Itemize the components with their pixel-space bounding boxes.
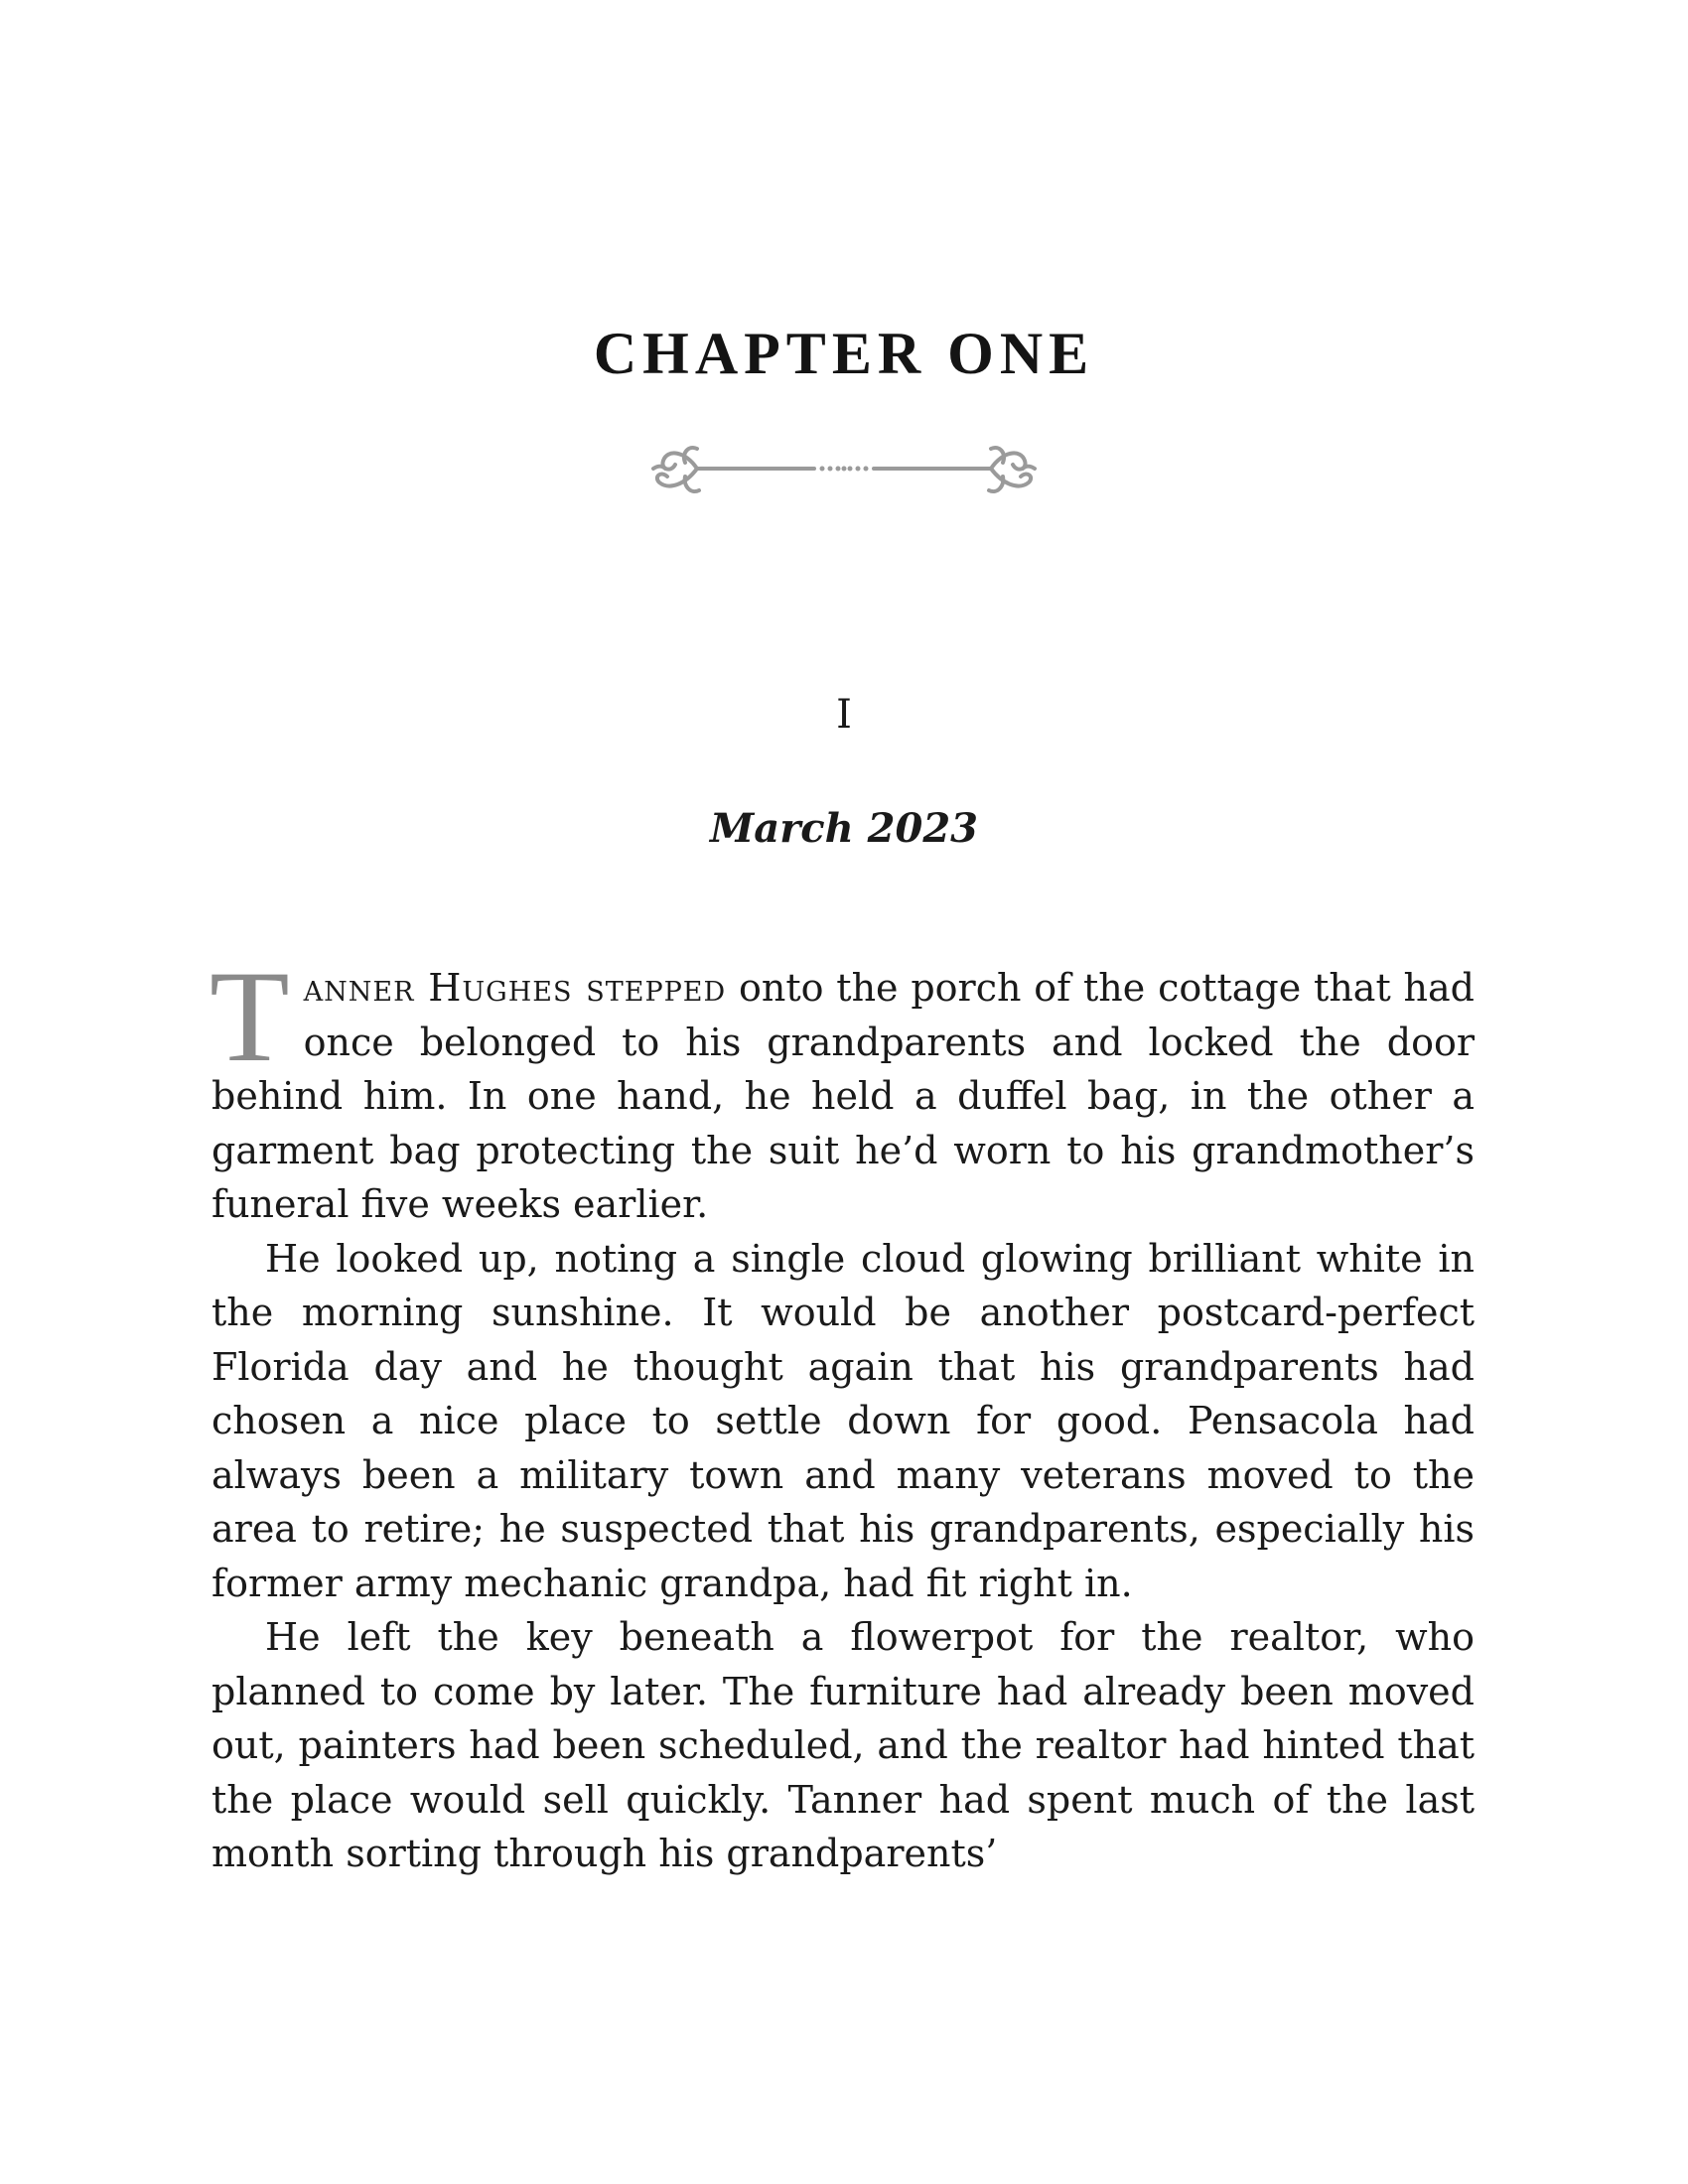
chapter-title: CHAPTER ONE (593, 321, 1095, 386)
chapter-body (210, 943, 1475, 1881)
flourish-divider-icon (645, 437, 1043, 500)
paragraph (210, 943, 1475, 1232)
paragraph: He looked up, noting a single cloud glowing brilliant white in the morning sunshine. It would be another postcard-perfect Florida day and he thought again that his grandparents had chosen a nice place to settle down for good. Pensacola had always been a military town and many veterans moved to the area to retire; he suspected that his grandparents, especially his former army mechanic grandpa, had fit right in. (211, 1236, 1475, 1605)
section-date: March 2023 (710, 805, 978, 852)
paragraph-text: onto the porch of the cottage that had once belonged to his grandparents and locked the door behind him. In one hand, he held a duffel bag, in the other a garment bag protecting the suit he’d worn to his grandmother’s funeral five weeks earlier. (211, 966, 1475, 1226)
paragraph: He left the key beneath a flowerpot for the realtor, who planned to come by later. The furniture had already been moved out, painters had been scheduled, and the realtor had hinted that the place would sell quickly. Tanner had spent much of the last month sorting through his grandparents’ (211, 1615, 1475, 1875)
drop-cap: T (210, 943, 290, 1089)
lead-in-smallcaps: anner Hughes stepped (303, 966, 727, 1010)
section-numeral: I (836, 692, 852, 738)
